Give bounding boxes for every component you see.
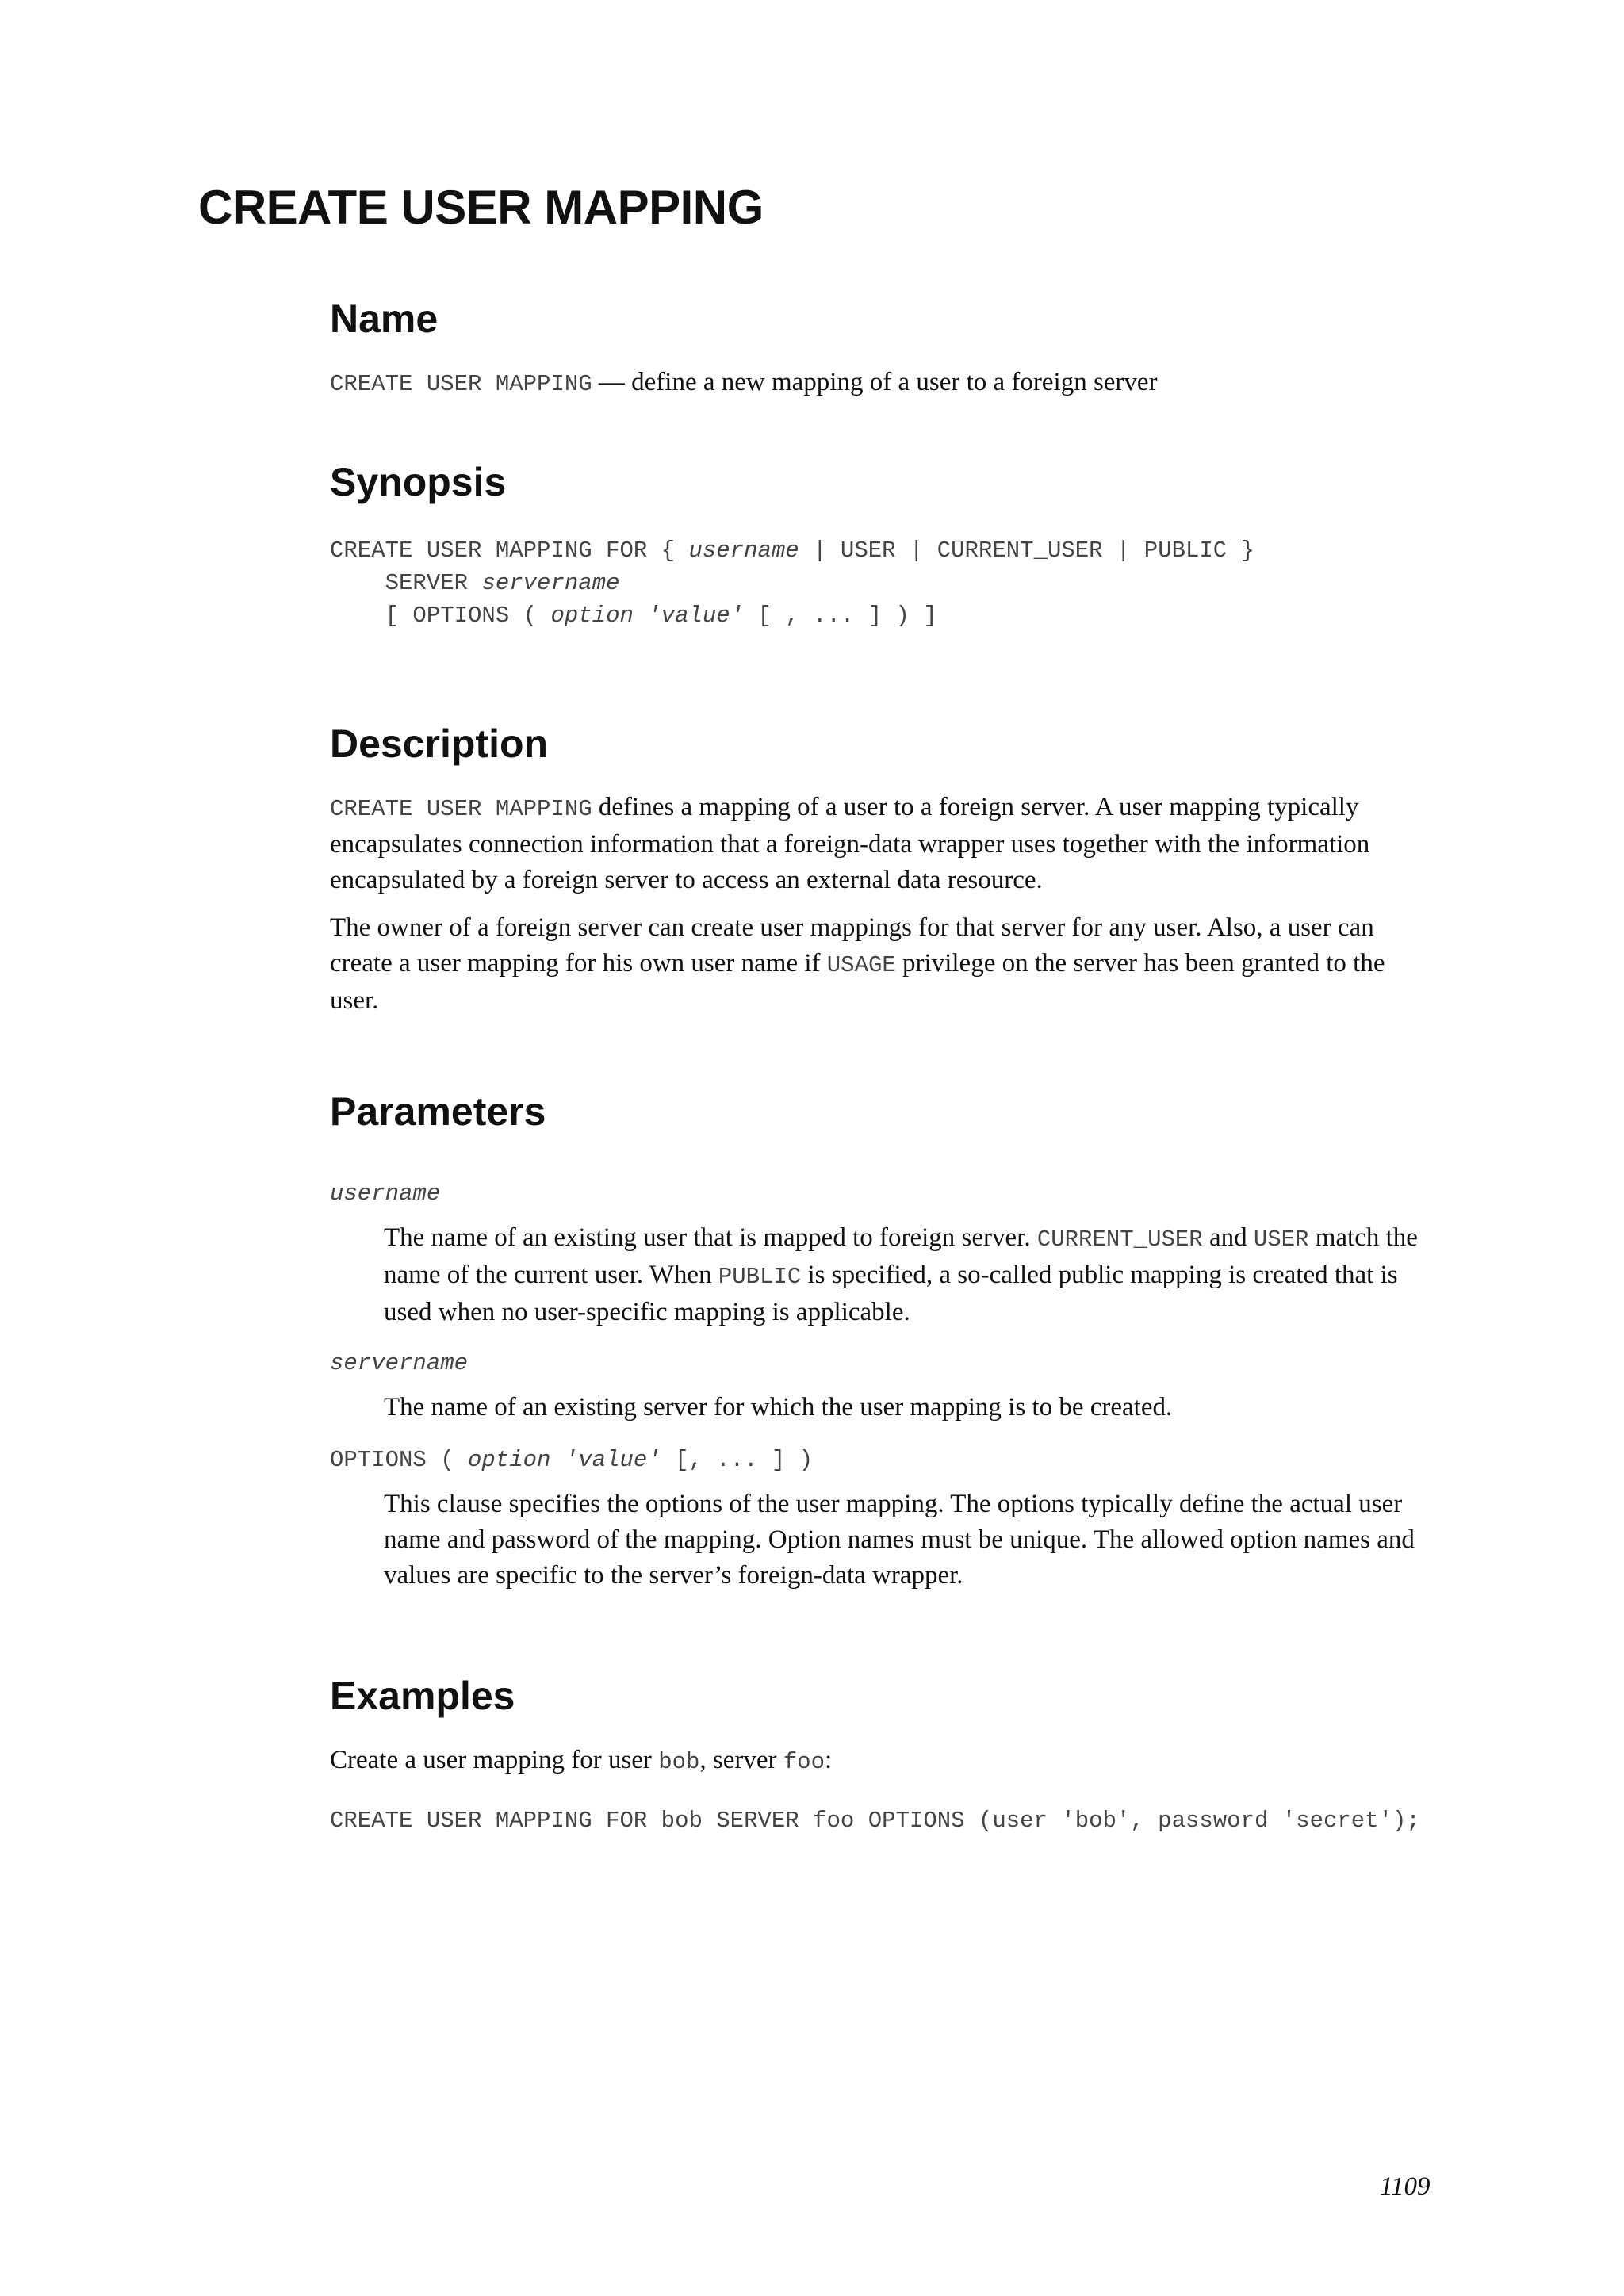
synopsis-line-1-a: CREATE USER MAPPING FOR { <box>330 538 689 564</box>
name-summary-text: — define a new mapping of a user to a foreign server <box>592 368 1158 396</box>
synopsis-space <box>634 603 647 629</box>
param-options-term-b: [, ... ] ) <box>661 1447 814 1473</box>
param-username-d-a: The name of an existing user that is mapped to foreign server. <box>384 1223 1037 1252</box>
param-username-term-text: username <box>330 1181 441 1207</box>
param-username-code-public: PUBLIC <box>718 1264 802 1290</box>
param-term-servername <box>330 1348 468 1380</box>
description-command: CREATE USER MAPPING <box>330 796 592 822</box>
examples-intro-b: , server <box>699 1746 783 1774</box>
synopsis-heading: Synopsis <box>330 460 507 504</box>
param-options-term-option: option <box>468 1447 551 1473</box>
param-username-code-user: USER <box>1253 1226 1309 1253</box>
description-p2-a: The owner of a foreign server can create user mappings for that server for any user. Also, a user can create a user mapping for his own user name if <box>330 913 1374 978</box>
parameters-heading: Parameters <box>330 1089 546 1134</box>
param-username-d-d: is specified, a so-called public mapping is created that is used when no user-specific mapping is applicable. <box>384 1261 1398 1326</box>
param-term-options <box>330 1445 813 1476</box>
param-options-term-a: OPTIONS ( <box>330 1447 469 1473</box>
param-desc-username <box>384 1220 1436 1330</box>
examples-intro-a: Create a user mapping for user <box>330 1746 659 1774</box>
examples-code-bob: bob <box>658 1749 700 1775</box>
synopsis-line-3-b: [ , ... ] ) ] <box>744 603 937 629</box>
description-p1-text: defines a mapping of a user to a foreign server. A user mapping typically encapsulates connection information that a foreign-data wrapper uses together with the information encapsulated by a foreign server to access an external data resource. <box>330 793 1370 894</box>
page-number: 1109 <box>1380 2172 1431 2201</box>
param-username-code-current-user: CURRENT_USER <box>1036 1226 1203 1253</box>
name-command: CREATE USER MAPPING <box>330 371 592 397</box>
param-username-d-c: match the name of the current user. When <box>384 1223 1418 1289</box>
synopsis-line-1-b: | USER | CURRENT_USER | PUBLIC } <box>799 538 1255 564</box>
examples-intro <box>330 1743 1436 1780</box>
synopsis-servername: servername <box>481 570 620 596</box>
synopsis-line-3 <box>330 600 937 632</box>
synopsis-line-2 <box>330 568 619 599</box>
param-options-term-space <box>550 1447 564 1473</box>
synopsis-option: option <box>550 603 634 629</box>
param-options-term-value: 'value' <box>564 1447 661 1473</box>
param-username-d-b: and <box>1202 1223 1254 1252</box>
name-summary <box>330 365 1436 402</box>
description-paragraph-2 <box>330 910 1436 1019</box>
examples-code-line: CREATE USER MAPPING FOR bob SERVER foo OPTIONS (user 'bob', password 'secret'); <box>330 1808 1420 1834</box>
page-title: CREATE USER MAPPING <box>198 181 764 234</box>
synopsis-line-2-a: SERVER <box>330 570 482 596</box>
synopsis-line-3-a: [ OPTIONS ( <box>330 603 551 629</box>
description-p2-b: privilege on the server has been granted to the user. <box>330 949 1385 1015</box>
description-heading: Description <box>330 721 549 766</box>
description-usage-code: USAGE <box>826 952 896 978</box>
description-paragraph-1 <box>330 790 1436 898</box>
synopsis-value: 'value' <box>647 603 745 629</box>
examples-code-foo: foo <box>783 1749 825 1775</box>
param-term-username <box>330 1178 440 1210</box>
synopsis-username: username <box>688 538 799 564</box>
examples-intro-c: : <box>825 1746 833 1774</box>
param-desc-servername: The name of an existing server for which the user mapping is to be created. <box>384 1393 1173 1422</box>
name-heading: Name <box>330 297 439 341</box>
param-desc-options: This clause specifies the options of the user mapping. The options typically define the actual user name and password of the mapping. Option names must be unique. The allowed option names and values are specific to the server’s foreign-data wrapper. <box>384 1490 1415 1590</box>
param-servername-term-text: servername <box>330 1350 469 1376</box>
examples-heading: Examples <box>330 1674 515 1718</box>
synopsis-line-1 <box>330 535 1254 567</box>
